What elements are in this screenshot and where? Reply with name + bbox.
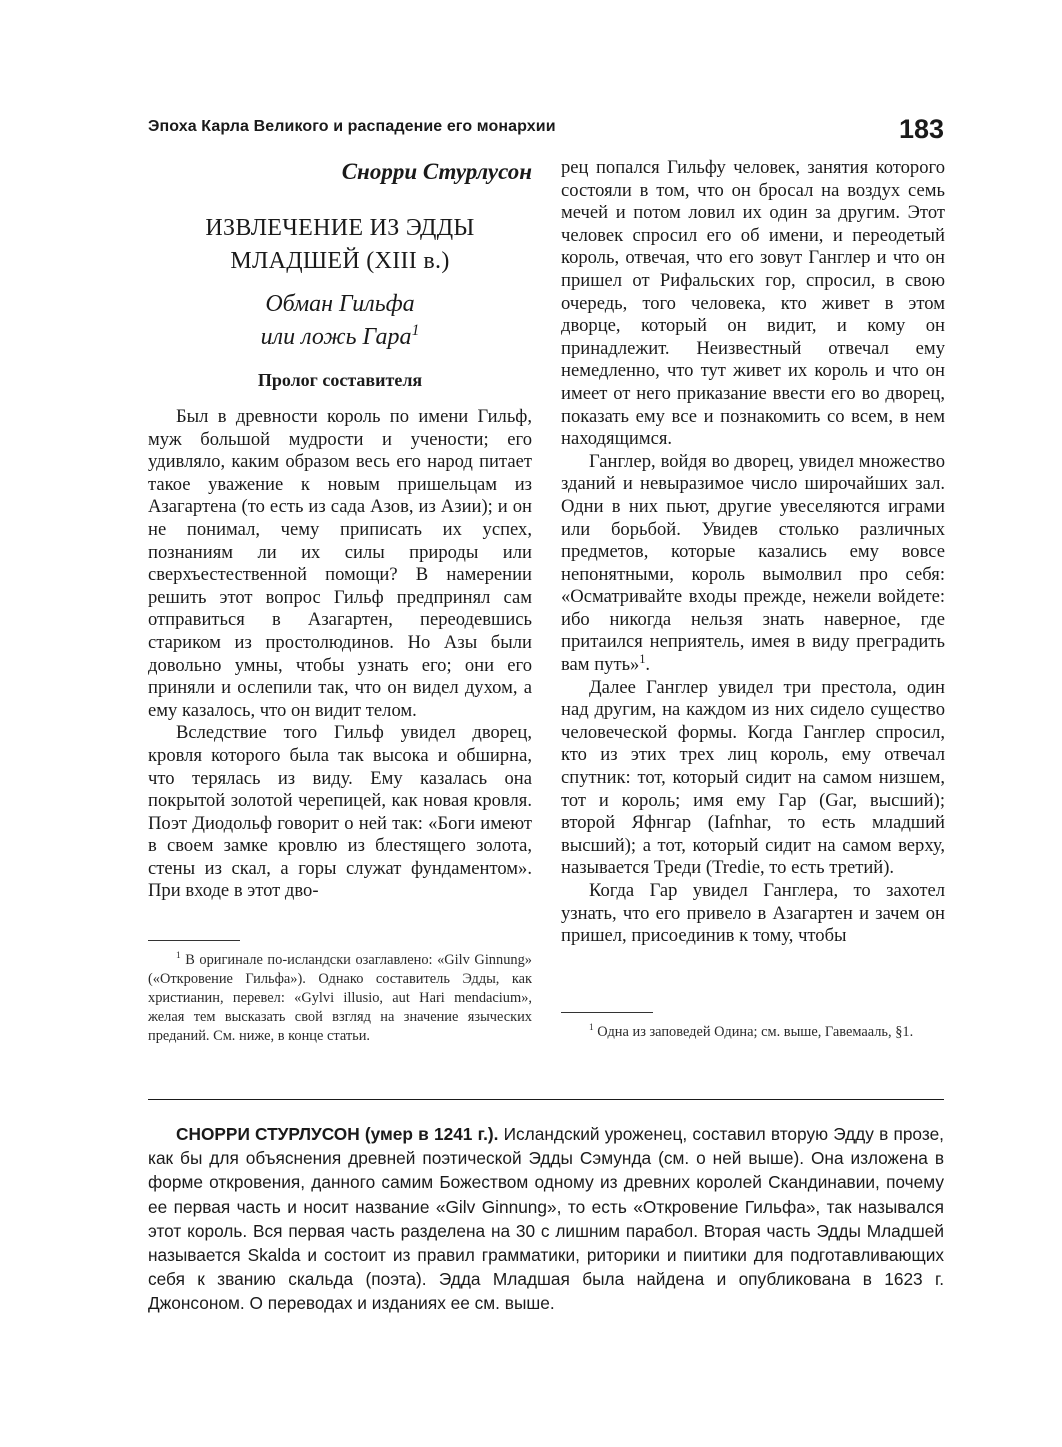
body-paragraph: Когда Гар увидел Ганглера, то захотел узнать, что его привело в Азагартен и зачем он пришел, присоединив к тому, чтобы <box>561 880 945 947</box>
footnote-mark: 1 <box>589 1023 594 1034</box>
body-paragraph <box>561 451 945 677</box>
bio-text: Исландский уроженец, составил вторую Эдду в прозе, как бы для объяснения древней поэтической Эдды Сэмунда (см. о ней выше). Она изложена в форме откровения, данного самим Божеством одному из древних королей Скандинавии, почему ее первая часть и носит название «Gilv Ginnung», то есть «Откровение Гильфа», так назывался этот король. Вся первая часть разделена на 30 с лишним парабол. Вторая часть Эдды Младшей называется Skalda и состоит из правил грамматики, риторики и пиитики для подготавливающих себя к званию скальда (поэта). Эдда Младшая была найдена и опубликована в 1623 г. Джонсоном. О переводах и изданиях ее см. выше. <box>148 1124 944 1314</box>
body-paragraph: рец попался Гильфу человек, занятия которого состояли в том, что он бросал на воздух семь мечей и потом ловил их один за другим. Этот человек спросил его об имени, и переодетый король, отвечая, что его зовут Ганглер и что он пришел от Рифальских гор, спросил, в свою очередь, того человека, кто живет в этом дворце, который он видит, и кому он принадлежит. Неизвестный отвечал ему немедленно, что тут живет их король и что он имеет от него приказание ввести его во дворец, показать ему все и познакомить со всем, в нем находящимся. <box>561 157 945 450</box>
footnote-text: Одна из заповедей Одина; см. выше, Гавемааль, §1. <box>597 1024 914 1040</box>
footnote-rule <box>148 940 240 941</box>
author-name: Снорри Стурлусон <box>341 159 532 184</box>
author-biography <box>148 1122 944 1316</box>
footnote-rule <box>561 1012 653 1013</box>
footnote-text: В оригинале по-исландски озаглавлено: «Gilv Ginnung» («Откровение Гильфа»). Однако составитель Эдды, как христианин, перевел: «Gylvi illusio, aut Hari mendacium», желая тем высказать свой взгляд на значение языческих преданий. См. ниже, в конце статьи. <box>148 952 532 1044</box>
work-title-line-2: МЛАДШЕЙ (XIII в.) <box>230 248 450 274</box>
body-paragraph: Вследствие того Гильф увидел дворец, кровля которого была так высока и обширна, что терялась из виду. Ему казалась она покрытой золотой черепицей, как новая кровля. Поэт Диодольф говорит о ней так: «Боги имеют в своем замке кровлю из блестящего золота, стены из скал, а горы служат фундаментом». При входе в этот дво- <box>148 722 532 902</box>
section-heading: Пролог составителя <box>257 370 423 390</box>
page-number: 183 <box>898 114 944 144</box>
section-divider <box>148 1099 944 1100</box>
footnote-mark: 1 <box>411 322 420 339</box>
bio-heading: СНОРРИ СТУРЛУСОН (умер в 1241 г.). <box>176 1124 499 1144</box>
work-subtitle-line-2: или ложь Гара <box>260 324 412 350</box>
body-paragraph: Далее Ганглер увидел три престола, один над другим, на каждом из них сидело существо человеческой формы. Когда Ганглер спросил, кто из этих трех лиц король, ему отвечал спутник: тот, который сидит на самом низшем, тот и король; имя ему Гар (Gar, высший); второй Яфнгар (Iafnhar, то есть младший высший); а тот, который сидит на самом верху, называется Треди (Tredie, то есть третий). <box>561 676 945 879</box>
work-subtitle <box>148 288 532 354</box>
left-column <box>148 158 532 903</box>
work-title-line-1: ИЗВЛЕЧЕНИЕ ИЗ ЭДДЫ <box>205 215 475 241</box>
footnote-mark: 1 <box>176 951 181 962</box>
paragraph-text: Ганглер, войдя во дворец, увидел множество зданий и невыразимое число широчайших зал. Одни в них пьют, другие увеселяются играми или борьбой. Увидев столько различных предметов, которые казались ему вовсе непонятными, король вымолвил про себя: «Осматривайте входы прежде, нежели войдете: ибо никогда нельзя знать наверное, где притаился неприятель, имея в виду преградить вам путь» <box>561 450 945 676</box>
running-title: Эпоха Карла Великого и распадение его монархии <box>148 118 556 135</box>
footnote-right <box>561 1012 945 1042</box>
footnote-mark: 1 <box>639 651 646 666</box>
work-subtitle-line-1: Обман Гильфа <box>265 291 415 317</box>
footnote-left <box>148 940 532 1046</box>
body-paragraph: Был в древности король по имени Гильф, муж большой мудрости и учености; его удивляло, каким образом весь его народ питает такое уважение к новым пришельцам из Азагартена (то есть из сада Азов, из Азии); и он не понимал, чему приписать их успех, познаниям ли их силы природы или сверхъестественной помощи? В намерении решить этот вопрос Гильф предпринял сам отправиться в Азагартен, переодевшись стариком из простолюдинов. Но Азы были довольно умны, чтобы узнать его; они его приняли и ослепили так, что он видел духом, а ему казалось, что он видит телом. <box>148 406 532 721</box>
paragraph-end: . <box>645 654 651 676</box>
right-column <box>561 157 945 948</box>
running-header <box>148 114 944 148</box>
work-title <box>148 212 532 278</box>
